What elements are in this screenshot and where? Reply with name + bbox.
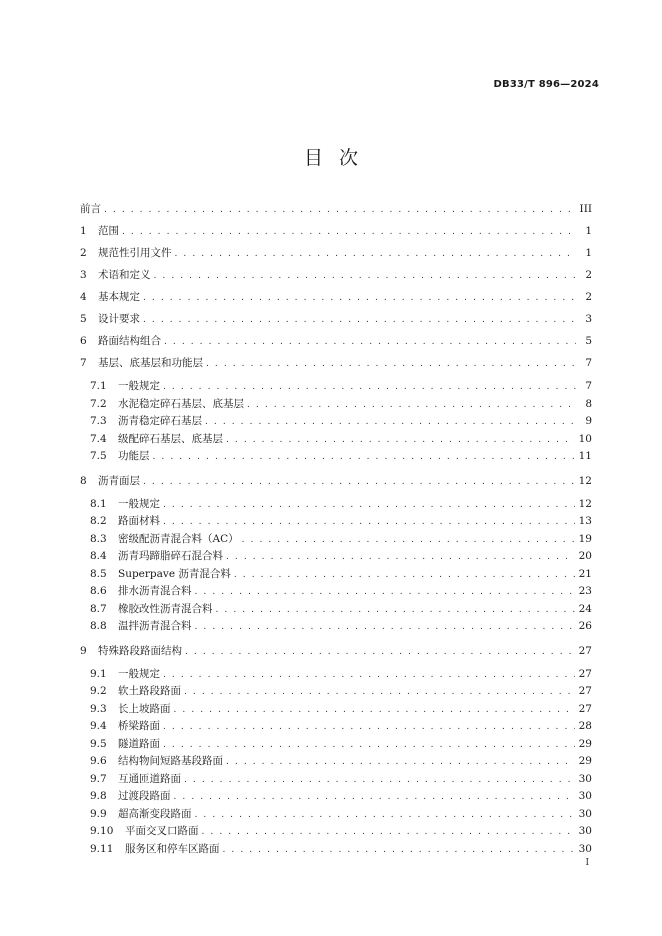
toc-entry-page: 26	[578, 620, 592, 632]
toc-entry-number: 8.7	[90, 602, 107, 615]
toc-entry[interactable]	[80, 806, 592, 824]
toc-entry-label: 设计要求	[98, 313, 140, 325]
toc-entry-page: 1	[585, 225, 592, 237]
toc-entry-page: 27	[578, 667, 592, 680]
toc-dot-leader	[153, 449, 575, 466]
toc-dot-leader	[175, 243, 577, 264]
toc-entry-label: 软土路段路面	[118, 685, 181, 697]
toc-entry[interactable]	[80, 718, 592, 736]
toc-entry[interactable]	[80, 242, 592, 264]
toc-entry-number: 9.11	[90, 842, 114, 855]
toc-dot-leader	[154, 265, 577, 286]
toc-entry-page: 12	[578, 474, 592, 487]
toc-entry-number: 7.5	[90, 450, 107, 462]
toc-entry-page: 27	[578, 644, 592, 657]
toc-entry-page: 20	[578, 550, 592, 562]
toc-entry-page: 2	[585, 269, 592, 281]
toc-entry[interactable]	[80, 583, 592, 601]
toc-dot-leader	[143, 471, 575, 492]
toc-entry-number: 9.1	[90, 667, 107, 680]
toc-entry-label: 水泥稳定碎石基层、底基层	[118, 397, 244, 410]
toc-entry[interactable]	[80, 566, 592, 584]
toc-dot-leader	[122, 221, 576, 242]
toc-entry-label: 规范性引用文件	[98, 247, 172, 259]
toc-entry-number: 7.1	[90, 380, 107, 392]
toc-entry-label: 桥梁路面	[118, 720, 160, 732]
toc-entry-page: 9	[585, 415, 592, 427]
toc-entry[interactable]	[80, 378, 592, 396]
toc-entry[interactable]	[80, 788, 592, 806]
toc-entry[interactable]	[80, 548, 592, 566]
toc-entry-number: 5	[80, 313, 87, 325]
toc-dot-leader	[242, 532, 575, 549]
toc-entry-number: 1	[80, 225, 87, 237]
toc-entry-page: 29	[578, 755, 592, 767]
toc-dot-leader	[143, 287, 576, 308]
toc-entry[interactable]	[80, 683, 592, 701]
toc-entry[interactable]	[80, 823, 592, 841]
toc-entry-label: 过渡段路面	[118, 790, 171, 802]
toc-entry-label: 特殊路段路面结构	[98, 644, 182, 657]
toc-entry-label: 路面结构组合	[98, 335, 161, 347]
toc-entry-number: 9.4	[90, 720, 107, 732]
toc-entry-number: 8.3	[90, 532, 107, 545]
toc-entry-number: 8.1	[90, 497, 107, 510]
toc-entry[interactable]	[80, 701, 592, 719]
toc-entry[interactable]	[80, 496, 592, 514]
toc-entry-page: 10	[578, 432, 592, 445]
page-number: I	[585, 858, 589, 868]
toc-entry[interactable]	[80, 841, 592, 859]
toc-entry-label: 一般规定	[118, 667, 160, 680]
toc-entry[interactable]	[80, 736, 592, 754]
toc-dot-leader	[163, 514, 575, 531]
toc-entry-number: 3	[80, 269, 87, 281]
toc-entry-number: 4	[80, 291, 87, 303]
toc-dot-leader	[195, 807, 575, 824]
toc-entry-label: 排水沥青混合料	[118, 585, 192, 597]
toc-entry-number: 8.4	[90, 550, 107, 562]
toc-entry-page: 27	[578, 702, 592, 715]
toc-entry-label: 术语和定义	[98, 269, 151, 281]
toc-entry[interactable]	[80, 666, 592, 684]
toc-entry-page: 21	[578, 567, 592, 580]
toc-entry[interactable]	[80, 352, 592, 374]
toc-entry-page: 13	[578, 515, 592, 527]
toc-dot-leader	[226, 754, 575, 771]
toc-entry-page: 11	[578, 450, 592, 462]
toc-entry[interactable]	[80, 198, 592, 220]
toc-entry-number: 9	[80, 644, 87, 657]
toc-entry-number: 8.5	[90, 567, 107, 580]
toc-entry-label: 基本规定	[98, 291, 140, 303]
toc-dot-leader	[163, 737, 575, 754]
toc-entry[interactable]	[80, 448, 592, 466]
toc-entry-page: 7	[585, 357, 592, 369]
toc-entry-page: 5	[585, 335, 592, 347]
toc-dot-leader	[216, 602, 575, 619]
toc-entry-label: 功能层	[118, 450, 150, 462]
toc-dot-leader	[174, 789, 575, 806]
toc-entry[interactable]	[80, 264, 592, 286]
toc-entry-label: Superpave 沥青混合料	[118, 567, 231, 580]
toc-entry-page: 30	[578, 772, 592, 785]
toc-dot-leader	[234, 567, 575, 584]
toc-entry-number: 8.6	[90, 585, 107, 597]
toc-entry-label: 基层、底基层和功能层	[98, 357, 203, 369]
toc-entry[interactable]	[80, 330, 592, 352]
toc-dot-leader	[205, 414, 576, 431]
toc-dot-leader	[164, 331, 576, 352]
toc-dot-leader	[143, 309, 576, 330]
toc-entry-label: 互通匝道路面	[118, 772, 181, 785]
toc-entry-label: 结构物间短路基段路面	[118, 755, 223, 767]
toc-entry-label: 平面交叉口路面	[125, 825, 199, 837]
toc-entry-number: 8	[80, 474, 87, 487]
toc-entry-label: 一般规定	[118, 380, 160, 392]
toc-dot-leader	[184, 772, 575, 789]
toc-entry[interactable]	[80, 753, 592, 771]
toc-dot-leader	[163, 719, 575, 736]
toc-entry-label: 沥青稳定碎石基层	[118, 415, 202, 427]
toc-entry-page: 12	[578, 497, 592, 510]
toc-entry-number: 6	[80, 335, 87, 347]
toc-entry-number: 7.4	[90, 432, 107, 445]
toc-entry-label: 沥青面层	[98, 474, 140, 487]
toc-entry-label: 级配碎石基层、底基层	[118, 432, 223, 445]
toc-entry-label: 温拌沥青混合料	[118, 620, 192, 632]
toc-entry[interactable]	[80, 286, 592, 308]
toc-entry-label: 前言	[80, 203, 101, 215]
toc-entry-label: 路面材料	[118, 515, 160, 527]
toc-entry-page: 8	[585, 397, 592, 410]
toc-entry[interactable]	[80, 220, 592, 242]
toc-entry-page: 23	[578, 585, 592, 597]
toc-entry-page: 30	[578, 842, 592, 855]
toc-entry-page: 30	[578, 825, 592, 837]
toc-entry-page: 29	[578, 737, 592, 750]
toc-entry[interactable]	[80, 771, 592, 789]
toc-entry[interactable]	[80, 396, 592, 414]
toc-entry-page: 7	[585, 380, 592, 392]
toc-entry-number: 9.2	[90, 685, 107, 697]
toc-entry[interactable]	[80, 308, 592, 330]
toc-entry-label: 隧道路面	[118, 737, 160, 750]
toc-dot-leader	[226, 432, 575, 449]
toc-entry[interactable]	[80, 513, 592, 531]
toc-dot-leader	[163, 497, 575, 514]
toc-entry-page: 28	[578, 720, 592, 732]
table-of-contents	[80, 198, 592, 858]
toc-entry-number: 7	[80, 357, 87, 369]
toc-entry-label: 长上坡路面	[118, 702, 171, 715]
toc-entry-page: 1	[585, 247, 592, 259]
toc-entry-page: 24	[578, 602, 592, 615]
toc-entry-label: 橡胶改性沥青混合料	[118, 602, 213, 615]
toc-dot-leader	[206, 353, 576, 374]
toc-entry[interactable]	[80, 413, 592, 431]
toc-entry-number: 9.7	[90, 772, 107, 785]
toc-entry-page: III	[579, 203, 592, 215]
toc-entry-number: 8.2	[90, 515, 107, 527]
toc-entry[interactable]	[80, 431, 592, 449]
page-title: 目次	[303, 147, 374, 169]
toc-dot-leader	[174, 702, 575, 719]
toc-entry-page: 27	[578, 685, 592, 697]
toc-entry-number: 7.2	[90, 397, 107, 410]
toc-dot-leader	[163, 379, 576, 396]
toc-dot-leader	[202, 824, 575, 841]
toc-entry-number: 9.9	[90, 807, 107, 820]
toc-entry-number: 9.5	[90, 737, 107, 750]
toc-entry-number: 9.3	[90, 702, 107, 715]
toc-entry-page: 2	[585, 291, 592, 303]
toc-entry[interactable]	[80, 601, 592, 619]
toc-dot-leader	[247, 397, 576, 414]
document-code: DB33/T 896—2024	[493, 79, 599, 90]
toc-dot-leader	[195, 584, 575, 601]
toc-entry-number: 8.8	[90, 620, 107, 632]
toc-entry[interactable]	[80, 470, 592, 492]
toc-entry-number: 2	[80, 247, 87, 259]
toc-entry-label: 一般规定	[118, 497, 160, 510]
toc-dot-leader	[226, 549, 575, 566]
toc-dot-leader	[185, 641, 575, 662]
toc-entry[interactable]	[80, 531, 592, 549]
toc-dot-leader	[195, 619, 575, 636]
toc-entry-page: 19	[578, 532, 592, 545]
toc-entry-number: 9.10	[90, 825, 114, 837]
toc-entry[interactable]	[80, 618, 592, 636]
toc-entry-label: 沥青玛蹄脂碎石混合料	[118, 550, 223, 562]
toc-entry-label: 密级配沥青混合料（AC）	[118, 532, 239, 545]
toc-entry-page: 30	[578, 807, 592, 820]
toc-dot-leader	[104, 199, 576, 220]
toc-entry-number: 7.3	[90, 415, 107, 427]
toc-entry-label: 服务区和停车区路面	[125, 842, 220, 855]
toc-entry-number: 9.8	[90, 790, 107, 802]
toc-entry-label: 范围	[98, 225, 119, 237]
toc-entry-number: 9.6	[90, 755, 107, 767]
toc-dot-leader	[163, 667, 575, 684]
toc-entry[interactable]	[80, 640, 592, 662]
toc-dot-leader	[223, 842, 575, 859]
toc-entry-page: 30	[578, 790, 592, 802]
toc-entry-page: 3	[585, 313, 592, 325]
toc-dot-leader	[184, 684, 575, 701]
toc-entry-label: 超高渐变段路面	[118, 807, 192, 820]
